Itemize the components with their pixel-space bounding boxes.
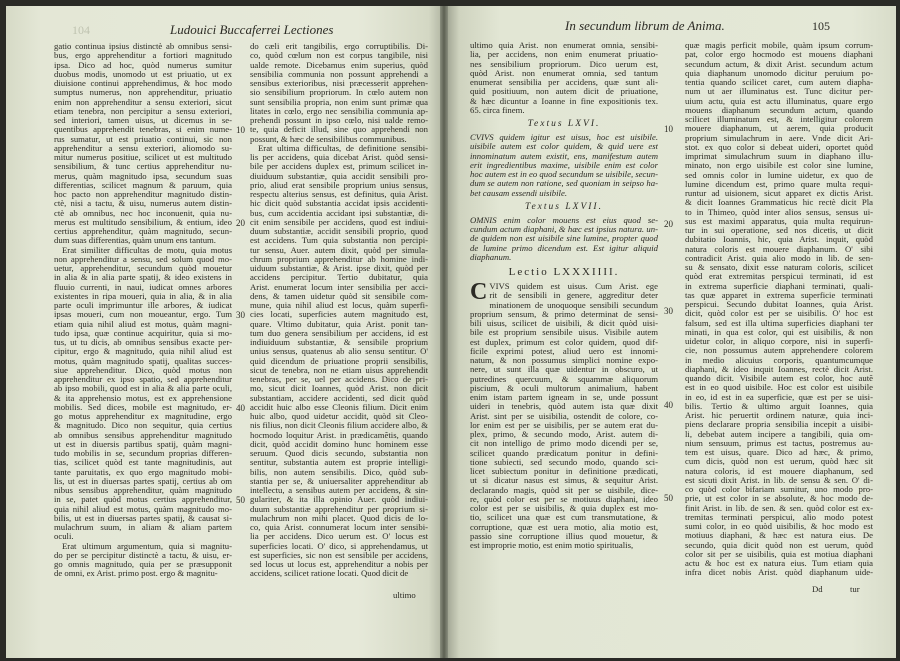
text-line: mulachrum suum, in aliam & aliam partem (54, 523, 232, 532)
left-running-head: Ludouici Buccaferrei Lectiones (170, 22, 334, 37)
text-line: bili uisus, scilicet de uisibili, & dicit quòd uisi- (470, 319, 658, 328)
text-line: nium sensuum, primus est tactus, postremus au- (685, 438, 873, 448)
text-line: in medio alicuius corporis, quantumcumque (685, 355, 873, 365)
text-line: bilis. Tertio & ultimo arguit Ioannes, quia (685, 401, 873, 411)
text-line: est improprie motio, est enim motio spiritualis, (470, 541, 634, 550)
text-line: licet subiectum ponitur in definitione prædicati, (470, 467, 658, 476)
text-line: tur in sui operatione, sed nos dicetis, ut dicit (685, 226, 873, 235)
text-line: VIVS quidem est uisus. Cum Arist. ege (489, 282, 658, 291)
text-line: in extrema superficie diaphani terminati, quali- (685, 281, 873, 291)
text-line: ut si dicatur nasus est simus, & sequitur Arist. (470, 476, 658, 486)
text-line: ficile exprimi potest, aliud uero est innomi- (470, 346, 658, 356)
text-line: nes sensibilium propriorum. Dico uerum est, (470, 59, 658, 69)
text-line: cipitur, ergo & magnitudo, quia nihil aliud est (54, 347, 232, 357)
text-line: num ut aer illuminatus est. Tunc dicitur per- (685, 87, 873, 97)
drop-cap-initial: C (470, 279, 488, 305)
text-line: uiduum substantiæ, & Arist. ipse dixit, quòd per (250, 264, 428, 273)
line-number-marker: 50 (664, 493, 673, 503)
right-folio: 105 (812, 19, 830, 33)
text-line: accidens percipitur. Tertio dubitatur, quia (250, 273, 428, 283)
text-line: est sicuti dixit Arist. in lib. de sensu & sen. O' di- (685, 475, 873, 485)
text-line: lumine dicendum est, primo quare multa requi- (685, 179, 873, 189)
line-number-marker: 30 (664, 306, 673, 316)
text-line: sus est maximi apparatus, quia multa requirun- (685, 216, 873, 226)
text-line: tudo mobilis in se, secundum proprias differen- (54, 449, 232, 458)
text-line: litates in cœlo, ergo nec sensibilia communia ap- (250, 106, 428, 116)
text-line: tentia quando scilicet caret, cum autem diapha- (685, 78, 873, 87)
text-line: tus, ut tu dicis, ab omnibus sensibus exacte per- (54, 338, 232, 347)
text-line: tenebras, per se, uel per accidens. Dico de pri- (250, 375, 428, 384)
text-line: bile per accidens duplex est, primum scilicet in- (250, 162, 428, 172)
text-line: Erat ultima difficultas, de definitione sensibi- (258, 143, 428, 153)
text-line: est superficies, sic non est sensibile per accidens, (250, 550, 428, 560)
text-line: tem est uisus, quare. Dico ad hæc, & primo, (685, 448, 873, 457)
right-column-2 (685, 41, 873, 578)
text-line: co, quia Arist. connumerat locum inter sensibi- (250, 523, 428, 532)
text-line: color sit per se uisibilis, quia est motiua diaphani (685, 549, 873, 559)
right-catchword: tur (850, 584, 860, 594)
text-line: non apprehenditur a sensu, sed solum quod mo- (54, 254, 232, 264)
text-line: OMNIS enim color mouens est eius quod se- (470, 215, 658, 225)
text-line: tum duo genera sensibilium per accidens, id est (250, 328, 428, 338)
text-line: de quidem non est uisibile sine lumine, propter quod (470, 234, 658, 244)
text-line: sumi color, in eo quòd uisibilis, & hoc modo est (685, 522, 873, 531)
text-line: minati, in qua est color, qui est uisibilis, & non (685, 327, 873, 337)
text-line: natura coloris, id est mouere diaphanum, sed (685, 466, 873, 476)
line-number-marker: 20 (664, 219, 673, 229)
text-line: imprimat simulachrum suum in diaphano illu- (685, 152, 873, 161)
text-line: indiuiduum substantiæ, & sensibile proprium (250, 338, 428, 347)
text-line: minationem de unoquoque sensibili secundum (489, 300, 658, 310)
text-line: stantia per se, & uniuersaliter apprehenditur ab (250, 476, 428, 486)
text-line: sed locus ut locus est, apprehenditur a nobis per (250, 560, 428, 569)
text-line: contradicit Arist. quia alio modo in lib. de sen- (685, 253, 873, 263)
text-line: merus est multitudo sensibilium, & entium, ideo (54, 217, 232, 227)
text-line: Arist. enumerat locum inter sensibilia per acci- (250, 282, 428, 292)
text-line: pat, color ergo hocmodo est mouens diaphani (685, 50, 873, 60)
text-line: infra dicet nobis Arist. quòd diaphanum uide- (685, 568, 873, 578)
text-line: cie, non possumus autem apprehendere colorem (685, 346, 873, 356)
text-line: nibus sensibus apprehenditur, quàm magnitudo (54, 486, 232, 495)
text-line: chrum proprium apprehenditur ab homine indi- (250, 254, 428, 264)
text-line: bet causam essendi uisibile. (470, 188, 567, 198)
text-line: ab omnibus sensibus apprehenditur magnitudo (54, 430, 232, 440)
textus-heading: Textus LXVI. (527, 119, 601, 129)
text-line: superficies locati. O' dico, si apprehendamus, ut (250, 541, 428, 551)
text-line: prie, ut est color in se absolute, & hoc modo de- (685, 494, 873, 504)
text-line: motus, quàm magnitudo spatij, qualitas succes- (54, 356, 232, 366)
text-line: mouere diaphanum, ut aerem, quia producit (685, 124, 873, 134)
text-line: passio sine corruptione illius quod mouetur, & (470, 531, 658, 541)
text-line: lia, per accidens, non enim enumerat priuatio- (470, 50, 658, 60)
text-line: quid positiuum, non autem dicit de priuatione, (470, 87, 658, 97)
line-number-marker: 30 (236, 310, 245, 321)
text-line: uium actu, quia est actu illuminatus, quare ergo (685, 96, 873, 106)
text-line: piscium, & oculi multorum animalium, habent (470, 383, 658, 393)
text-line: apprehenditur ex ipso spatio, sed apprehenditur (54, 375, 232, 384)
text-line: do per se percipitur distinctè a tactu, & uisu, er- (54, 550, 232, 560)
text-line: accidens, scilicet ratione locati. Quod dicit de (250, 569, 409, 579)
text-line: actu & hoc est ex natura eius. Tum etiam quia (685, 559, 873, 568)
text-line: 65. circa finem. (470, 105, 525, 115)
text-line: CVIVS quidem igitur est uisus, hoc est uisibile. (470, 133, 658, 142)
text-line: duum substantiæ apprehenditur per proprium si- (250, 504, 428, 514)
text-line: respectu alterius sensus, est definitus, quia Arist. (250, 190, 428, 199)
text-line: mulachrum non mihi placet. Quod dicis de lo- (250, 513, 428, 523)
text-line: duum substantiæ, accidit sensibili proprio, quod (250, 227, 428, 236)
book-gutter (440, 6, 448, 658)
text-line: color est per se uisibilis, & quia duplex est mo- (470, 504, 658, 513)
text-line: est duplex, primum est color quidem, quod dif- (470, 337, 658, 347)
text-line: diaphani, & ideo inquit Ioannes, rectè dicit Arist. (685, 364, 873, 374)
text-line: & magnitudo. Dico non sequitur, quia certius (54, 421, 232, 431)
text-line: bus, ergo apprehenditur a fortiori magnitudo (54, 51, 232, 61)
text-line: scilicet quando prædicatum ponitur in defini- (470, 448, 658, 458)
text-line: bile est proprium sensibile uisus. Visibile autem (470, 328, 658, 338)
text-line: certius apprehenditur, quàm magnitudo, secun- (54, 227, 232, 236)
text-line: secundo, quia dicit quòd non est uerum, quòd (685, 540, 873, 550)
text-line: bus, cum accidentia accidant ipsi substantiæ, di- (250, 208, 428, 218)
text-line: sensibus exterioribus, nisi præcesserit apprehen- (250, 79, 428, 88)
text-line: sed interiori, tamen uisus, ut dicemus in se- (54, 116, 232, 125)
text-line: ctè ab omnibus, nec hoc inconuenit, quia nu- (54, 208, 232, 218)
text-line: tio, scilicet una quæ est cum transmutatione, & (470, 513, 658, 523)
text-line: diaphanum. (470, 252, 512, 262)
text-line: seruum. Quod dicis secundo, substantia non (250, 449, 428, 458)
text-line: nere, ut sunt illa quæ uidentur in obscuro, ut (470, 365, 658, 375)
text-line: ipsas moueri, cum non moueantur, ergo. Tum (54, 310, 232, 320)
text-line: putredines quercuum, & squammæ aliquorum (470, 374, 658, 384)
text-line: proprium sensum, & primo determinat de sensi- (470, 309, 658, 319)
line-number-marker: 40 (236, 402, 245, 413)
text-line: est in eo quod uisibile. Hoc est color est uisibile (685, 383, 873, 393)
text-line: mouens diaphanum secundum actum, quando (685, 105, 873, 115)
text-line: intellectu, a sensibus autem per accidens, & sin- (250, 486, 428, 495)
text-line: hoc pacto non apprehenditur magnitudo distin- (54, 190, 232, 199)
text-line: tremitas terminati perspicui, alio modo potest (685, 512, 873, 522)
text-line: huic albo, quod uidetur accidit, quòd sit Cleo- (250, 412, 428, 421)
text-line: go motus apprehenditur ex magnitudine, ergo (54, 412, 232, 421)
text-line: apprehenditur a sensu exteriori, aliomodo su- (54, 143, 232, 153)
text-line: mo, sicut dicit Ioannes, quòd Arist. non dicit (250, 384, 428, 394)
text-line: existentes in ripa moueri, quia in alia, & in alia (54, 291, 232, 301)
text-line: sicut de tenebra, non ne etiam uisus apprehendit (250, 365, 428, 375)
text-line: quæ magis perficit mobile, quàm ipsum corrum- (685, 41, 873, 50)
text-line: prehendi possunt in ipso cœlo, nisi ualde remo- (250, 116, 428, 125)
line-number-marker: 50 (236, 495, 245, 506)
text-line: quòd Arist. non enumerat omnia, sed tantum (470, 68, 658, 78)
text-line: to in Thimeo, quòd inter alios sensus, sensus ui- (685, 207, 873, 217)
text-line: quare. Vltimo dubitatur, quia Arist. ponit tan- (250, 319, 428, 329)
text-line: de lumine primo dicendum est. Est igitur aliquid (470, 243, 658, 253)
text-line: co, quòd cœlum non est corpus tangibile, nisi (250, 51, 428, 61)
line-number-marker: 20 (236, 217, 245, 228)
text-line: enim istam partem igneam in se, unde possunt (470, 393, 658, 402)
text-line: fluuio currenti, in naui, iudicat omnes arbores (54, 282, 232, 292)
text-line: diuiduum substantiæ, quia accidit sensibili pro- (250, 171, 428, 181)
text-line: etiam tenebra, non percipitur a sensu exteriori, (54, 106, 232, 116)
text-line: rit de sensibili in genere, aggreditur deter (489, 291, 658, 301)
text-line: unius sensus, quatenus ab alio sensu sentitur. O' (250, 347, 428, 357)
text-line: accidit huic albo esse Cleonis filium. Dicit enim (250, 402, 428, 412)
text-line: sio sensibilium propriorum. In cœlo autem non (250, 88, 428, 98)
text-line: diuisione continui apprehendimus, & hoc modo (54, 79, 232, 88)
text-line: sed omnis color in lumine uidetur, ex quo de (685, 170, 873, 180)
text-line: runtur ad uisionem, sicut apparet ex dictis Arist. (685, 189, 873, 198)
text-line: enim non apprehenditur a sensu exteriori, sicut (54, 97, 232, 107)
left-catchword: ultimo (393, 590, 416, 600)
text-line: ipsa. Dico ad hoc, quòd numerus sumitur (54, 60, 232, 70)
text-line: dicit, quòd color est per se uisibilis. O' hoc est (685, 309, 873, 319)
text-line: stot. ex quo color si debeat uideri, oportet quòd (685, 142, 873, 152)
text-line: re, quòd color est per se motiuus diaphani, ideo (470, 494, 658, 504)
text-line: rus sumatur, ut est priuatio continui, sic non (54, 134, 232, 144)
text-line: Arist. sint per se uisibilia, ostendit de colore, co- (470, 411, 658, 421)
text-line: hic dicit quòd substantia accidat ipsis accidenti- (250, 199, 428, 209)
text-line: quia nihil aliud est motus, quàm magnitudo mo- (54, 504, 232, 514)
text-line: tudo ipsa, quæ continue acquiritur, quia si mo- (54, 328, 232, 338)
text-line: natura coloris est mouere diaphanum. O' sibi (685, 244, 873, 254)
text-line: dum suas differentias, quàm unum ens tantum. (54, 236, 216, 246)
text-line: ualde remote. Dicebamus enim superius, quòd (250, 60, 428, 70)
left-column-2 (250, 42, 428, 579)
text-line: su & sensato, dixit esse naturam coloris, scilicet (685, 263, 873, 272)
text-line: sentitur, substantia autem est proprie intelligi- (250, 458, 428, 468)
text-line: etiam quia nihil aliud est motus, quàm magni- (54, 319, 232, 329)
text-line: substantiam, accidere accidenti, sed dicit quòd (250, 393, 428, 403)
text-line: cum dicis, quòd non est uerum, quòd hæc sit (685, 457, 873, 467)
text-line: mune, quia nihil aliud est locus, quàm superfi- (250, 301, 428, 310)
text-line: differentias, scilicet magnum & paruum, quia (54, 180, 232, 190)
text-line: cit enim sensibile per accidens, quod est indiui- (250, 217, 428, 227)
text-line: ultimo quia Arist. non enumerat omnia, sensibi- (470, 41, 658, 50)
text-line: finit Arist. in lib. de sen. & sen. quòd color est ex- (685, 503, 873, 513)
text-line: minato, non ergo uisibile est color sine lumine, (685, 161, 873, 171)
text-line: est accidens. Tum quia substantia non percipi- (250, 236, 428, 246)
text-line: falsum, sed est illa ultima superficies diaphani ter (685, 318, 873, 328)
text-line: li, debebat autem incipere a tangibili, quia om- (685, 429, 873, 439)
text-line: declarando magis, quòd sit per se uisibile, dice- (470, 485, 658, 495)
text-line: sensibilia communia non possunt apprehendi a (250, 69, 428, 79)
text-line: siue apprehenditur. Dico, quòd motus non (54, 365, 232, 375)
text-line: lor enim est per se uisibilis, per se autem erat du- (470, 420, 658, 430)
text-line: hocmodo loquitur Arist. in prædicamẽtis, quando (250, 430, 428, 440)
text-line: bilis, non autem sensibilis. Dico, quòd sub- (250, 467, 428, 477)
text-line: & hæc dicuntur a Ioanne in fine expositionis tex. (470, 96, 658, 106)
text-line: Erat ultimum argumentum, quia si magnitu- (62, 541, 232, 551)
right-column-1 (470, 41, 658, 550)
text-line: uisibile autem est color quidem, & quid uere est (470, 142, 658, 152)
text-line: gatio continua ipsius distinctè ab omnibus sensi- (54, 42, 232, 51)
text-line: co quòd color bifariam sumitur, uno modo pro- (685, 485, 873, 494)
text-line: sumptus numerus, non apprehenditur, priuatio (54, 88, 232, 98)
line-number-marker: 10 (664, 124, 673, 134)
right-running-head: In secundum librum de Anima. (565, 18, 725, 33)
text-line: dens, & tamen uidetur quòd sit sensibile com- (250, 291, 428, 301)
text-line: dicit, quòd accidit domino hunc hominem esse (250, 439, 428, 449)
text-line: cit non intelligo de primo modo dicendi per se, (470, 439, 658, 449)
text-line: hoc autem est in eo quod secundum se uisibile, secun- (470, 170, 658, 179)
text-line: perspicui. Secundo dubitat Ioannes, quia Arist. (685, 300, 873, 309)
text-line: go omnis magnitudo, quia per se præsupponit (54, 560, 232, 569)
text-line: tione subiecti, sed secundo modo, quando sci- (470, 457, 658, 467)
text-line: erit ingredientibus maxime, uisibile enim est color (470, 160, 658, 170)
lectio-heading: Lectio LXXXIIII. (508, 266, 620, 278)
signature-mark: Dd (812, 584, 823, 594)
text-line: sunt sensibilia propria, non enim sunt primæ qua (250, 97, 428, 107)
text-line: secundum actum, & dixit Arist. secundum actum (685, 59, 873, 69)
text-line: piens declarare propria sensibilia incepit a uisibi- (685, 420, 873, 430)
text-line: Erat similiter difficultas de motu, quia motus (62, 245, 232, 255)
text-line: uidetur color, in aliquo corpore, nisi in superfi- (685, 337, 873, 346)
text-line: parte oculi imprimuntur ille arbores, & iudicat (54, 301, 232, 310)
text-line: gulariter, & ita illa opinio Auer. quòd indiui- (250, 495, 428, 505)
text-line: merus, quàm magnitudo ipsa, secundum suas (54, 171, 232, 181)
text-line: prio, aliud erat sensibile proprium unius sensus, (250, 180, 428, 190)
text-line: in se, patet quòd motus certius apprehenditur, (54, 495, 232, 505)
text-line: mobilis. Sed dices, mobile est magnitudo, er- (54, 402, 232, 412)
line-number-marker: 10 (236, 125, 245, 136)
text-line: quid dicendum de priuatione proprii sensibilis, (250, 356, 428, 366)
text-line: te, quia deficit illud, sine quo apprehendi non (250, 125, 428, 135)
text-line: dum se autem non ratione, sed quoniam in seipso ha- (470, 179, 658, 189)
text-line: natum, & non possumus simplici nomine expo- (470, 356, 658, 365)
text-line: ab ipso mobili, quod est in alia & alia parte oculi, (54, 384, 232, 394)
text-line: lis, ut est in diuersas partes spatij, certius ab om (54, 476, 232, 486)
text-line: tante paruitatis, ex quo ergo magnitudo mobi- (54, 467, 232, 477)
text-line: innominatum autem existit, ens, manifestum autem (470, 151, 658, 161)
text-line: nis filius, non dicit Cleonis filium accidere albo, & (250, 421, 428, 431)
text-line: sensibilium, & tunc certius apprehenditur nu- (54, 162, 232, 172)
text-line: tur sensu, Auer. autem dixit, quòd per simula- (250, 245, 428, 255)
text-line: dubitatio Ioannis, hic, quia Arist. inquit, quòd (685, 235, 873, 245)
left-folio: 104 (72, 23, 90, 37)
text-line: de omni, ex Arist. primo post. ergo & magnitu- (54, 569, 218, 579)
text-line: uideri in tenebris, quòd autem ista quæ dixit (470, 402, 658, 412)
text-line: & ita apprehensio motus, est ex apprehensione (54, 393, 232, 403)
text-line: tias, scilicet quòd est tante magnitudinis, aut (54, 458, 232, 468)
text-line: tas quæ apparet in extrema superficie terminati (685, 290, 873, 300)
text-line: ctè, nisi a tactu, & uisu, numerus autem distin- (54, 199, 232, 209)
textus-heading: Textus LXVII. (525, 201, 603, 212)
text-line: & dicit Ioannes Grammaticus hic rectè dicit Pla (685, 198, 873, 208)
text-line: ut est in diuersis partibus spatij, quàm magni- (54, 439, 232, 449)
text-line: quando dicit. Visibile autem est color, hoc autẽ (685, 374, 873, 383)
text-line: proprium simulachrum in aere. Vnde dicit Ari- (685, 133, 873, 143)
text-line: quia diaphanum unomodo dicitur peruium po- (685, 68, 873, 78)
text-line: lia per accidens. Dico uerum est. O' locus est (250, 532, 428, 542)
text-line: in alia & in alia parte spatij, & ideo existens in (54, 273, 232, 283)
text-line: oculi. (54, 532, 74, 542)
text-line: Arist. hic peruertit ordinem naturæ, quia inci- (685, 411, 873, 420)
text-line: uetur, apprehenditur, secundum quòd mouetur (54, 264, 232, 273)
text-line: do cæli erit tangibilis, ergo corruptibilis. Di- (250, 42, 428, 51)
text-line: mitur numerus positiue, scilicet ut est multitudo (54, 153, 232, 162)
text-line: cies locati, superficies autem magnitudo est, (250, 310, 428, 320)
text-line: in eo, id est in ea superficie, quæ est per se uisi- (685, 392, 873, 402)
text-line: cundum actum diaphani, & hæc est ipsius natura. un- (470, 225, 658, 234)
text-line: motiuus diaphani, & hæc est natura eius. De (685, 531, 873, 541)
text-line: duobus modis, unomodo ut est priuatio, ut ex (54, 69, 232, 79)
text-line: corruptione, quæ est uera motio, alia motio est, (470, 522, 658, 532)
left-column-1 (54, 42, 232, 579)
text-line: lis per accidens, quia dicebat Arist. quòd sensi- (250, 153, 428, 162)
text-line: quentibus apprehendit tenebras, si enim nume- (54, 125, 232, 135)
text-line: possunt, & hæc de sensibilibus communibus. (250, 134, 407, 144)
text-line: bilis, ut est in diuersas partes spatij, & causat si- (54, 513, 232, 523)
text-line: quòd erat extremitas perspicui terminati, id est (685, 272, 873, 282)
text-line: scilicet illuminatum est, & intelligitur colorem (685, 115, 873, 124)
text-line: enumerat sensibilia per accidens, quæ sunt ali- (470, 78, 658, 87)
text-line: plex, primo, & secundo modo, Arist. autem di- (470, 430, 658, 439)
line-number-marker: 40 (664, 400, 673, 410)
